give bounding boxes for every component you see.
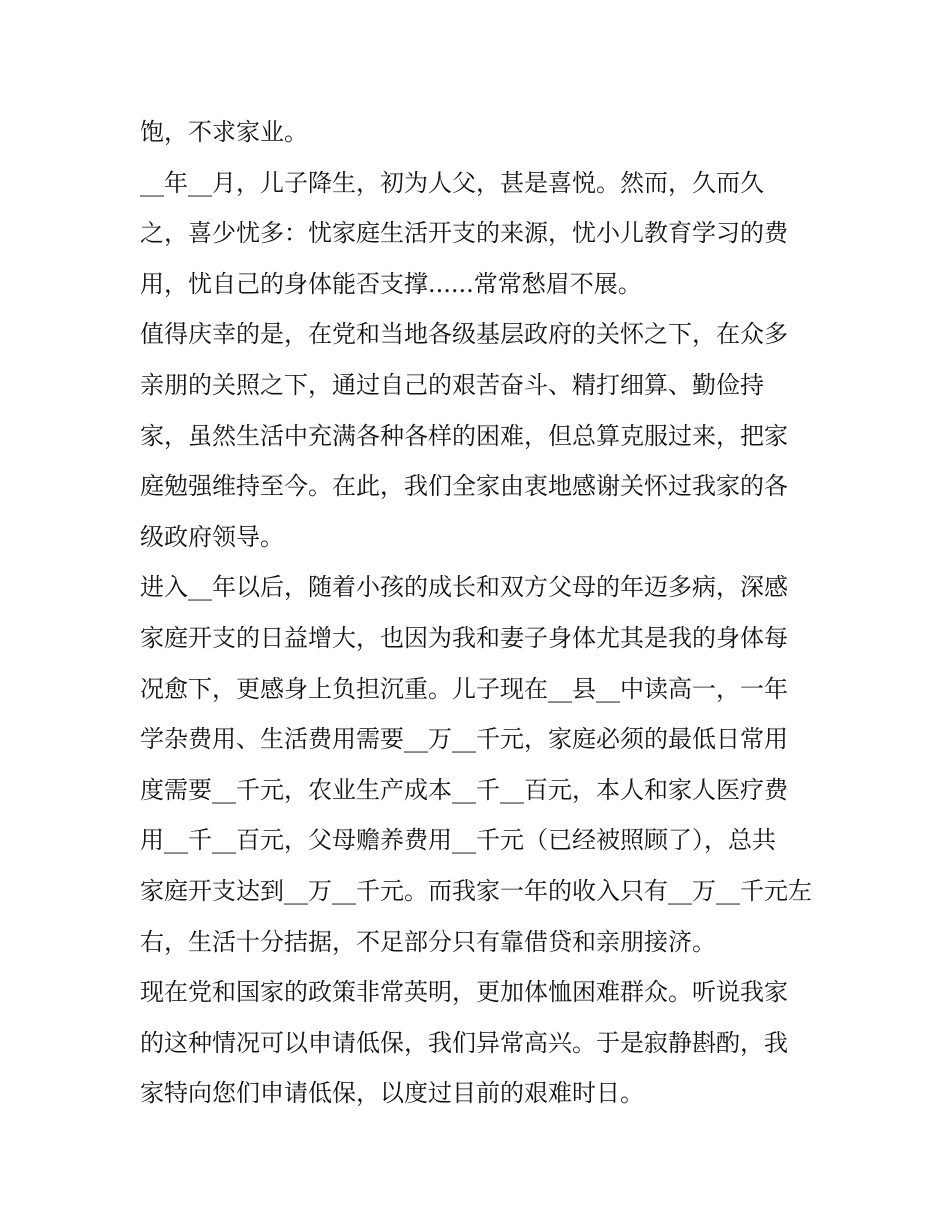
text-line: 庭勉强维持至今。在此，我们全家由衷地感谢关怀过我家的各: [140, 472, 788, 501]
text-line: 进入__年以后，随着小孩的成长和双方父母的年迈多病，深感: [140, 573, 788, 602]
text-line: 度需要__千元，农业生产成本__千__百元，本人和家人医疗费: [140, 775, 788, 804]
text-line: 级政府领导。: [140, 522, 284, 551]
text-line: 家，虽然生活中充满各种各样的困难，但总算克服过来，把家: [140, 421, 788, 450]
body-text: [140, 107, 820, 1119]
text-line: 右，生活十分拮据，不足部分只有靠借贷和亲朋接济。: [140, 927, 716, 956]
text-line: 用__千__百元，父母赡养费用__千元（已经被照顾了），总共: [140, 826, 776, 855]
text-line: 值得庆幸的是，在党和当地各级基层政府的关怀之下，在众多: [140, 320, 788, 349]
text-line: 况愈下，更感身上负担沉重。儿子现在__县__中读高一，一年: [140, 674, 788, 703]
text-line: 用，忧自己的身体能否支撑......常常愁眉不展。: [140, 269, 642, 298]
text-line: 家庭开支达到__万__千元。而我家一年的收入只有__万__千元左: [140, 876, 812, 905]
text-line: 亲朋的关照之下，通过自己的艰苦奋斗、精打细算、勤俭持: [140, 370, 764, 399]
text-line: 之，喜少忧多：忧家庭生活开支的来源，忧小儿教育学习的费: [140, 219, 788, 248]
text-line: 家庭开支的日益增大，也因为我和妻子身体尤其是我的身体每: [140, 623, 788, 652]
text-line: 饱，不求家业。: [140, 118, 308, 146]
text-line: 的这种情况可以申请低保，我们异常高兴。于是寂静斟酌，我: [140, 1028, 788, 1057]
text-line: 现在党和国家的政策非常英明，更加体恤困难群众。听说我家: [140, 978, 788, 1007]
text-line: 学杂费用、生活费用需要__万__千元，家庭必须的最低日常用: [140, 725, 788, 754]
text-line: __年__月，儿子降生，初为人父，甚是喜悦。然而，久而久: [140, 168, 764, 197]
text-line: 家特向您们申请低保，以度过目前的艰难时日。: [140, 1079, 644, 1108]
